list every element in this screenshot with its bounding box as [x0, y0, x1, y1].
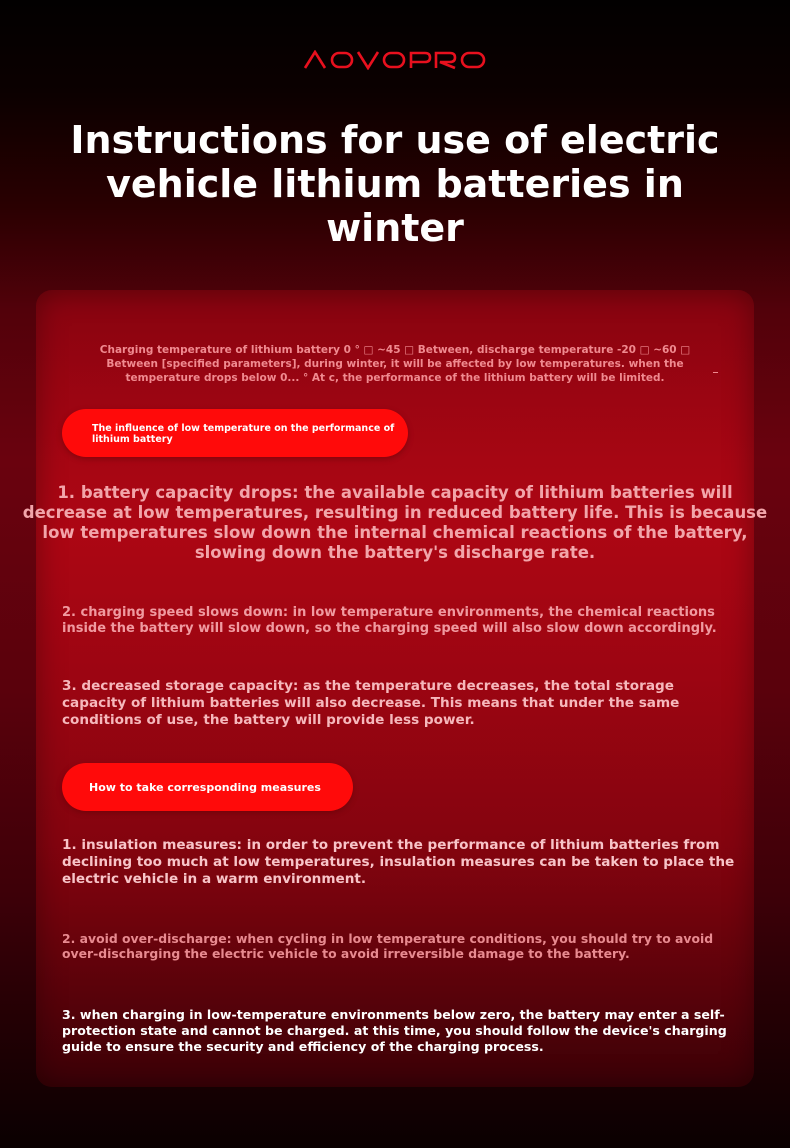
divider: [713, 372, 718, 373]
section-heading-measures: [62, 763, 353, 811]
influence-item-1: 1. battery capacity drops: the available capacity of lithium batteries will decrease at low temperatures, resulting in reduced battery life. This is because low temperatures slow down the internal chemical reactions of the battery, slowing down the battery's discharge rate.: [22, 483, 768, 562]
measure-item-1: 1. insulation measures: in order to prevent the performance of lithium batteries from declining too much at low temperatures, insulation measures can be taken to place the electric vehicle in a warm environment.: [62, 837, 735, 887]
measure-item-2: 2. avoid over-discharge: when cycling in low temperature conditions, you should try to avoid over-discharging the electric vehicle to avoid irreversible damage to the battery.: [62, 931, 714, 961]
intro-text: Charging temperature of lithium battery 0 ° □ ~45 □ Between, discharge temperature -20 □ ~60 □ Between [specified parameters], during winter, it will be affected by low temperatures. when the temperature drops below 0... ° At c, the performance of the lithium battery will be limited.: [99, 343, 691, 384]
page-title: Instructions for use of electric vehicle lithium batteries in winter: [70, 118, 720, 250]
influence-item-3: 3. decreased storage capacity: as the temperature decreases, the total storage capacity of lithium batteries will also decrease. This means that under the same conditions of use, the battery will provide less power.: [62, 678, 680, 728]
section-heading-label: The influence of low temperature on the performance of lithium battery: [92, 423, 395, 445]
aovopro-logo-icon: [303, 50, 487, 70]
measure-item-3: 3. when charging in low-temperature environments below zero, the battery may enter a self-protection state and cannot be charged. at this time, you should follow the device's charging guide to ensure the security and efficiency of the charging process.: [62, 1007, 727, 1054]
section-heading-influence: [62, 409, 408, 457]
influence-item-2: 2. charging speed slows down: in low temperature environments, the chemical reactions inside the battery will slow down, so the charging speed will also slow down accordingly.: [62, 605, 717, 636]
brand-logo: [0, 50, 790, 70]
section-heading-label: How to take corresponding measures: [89, 781, 321, 794]
